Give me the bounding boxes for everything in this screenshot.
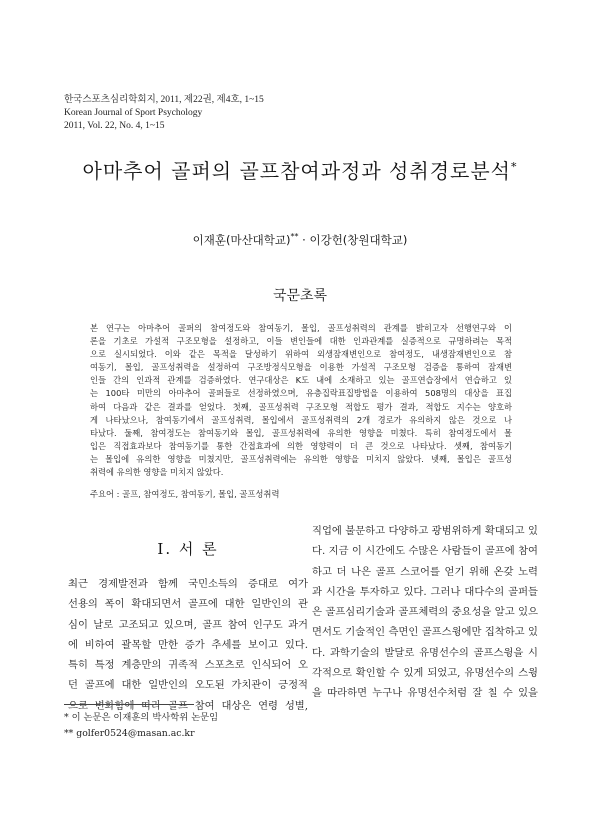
body-line: 을 따라하면 누구나 유명선수처럼 잘 칠 수 있을 [312, 687, 538, 700]
body-line: 최근 경제발전과 함께 국민소득의 증대로 여가 [68, 578, 308, 590]
author-separator: · [298, 233, 310, 247]
keywords: 주요어 : 골프, 참여정도, 참여동기, 몰입, 골프성취력 [90, 489, 280, 499]
abstract-line: 여동기, 몰입, 골프성취력을 설정하여 구조방정식모형을 이용한 가설적 구조모형 검증을 통하여 잠재변 [90, 362, 512, 373]
author-1-footnote-mark: ** [290, 232, 299, 242]
abstract-body [90, 322, 512, 479]
journal-name-english: Korean Journal of Sport Psychology [64, 108, 203, 118]
abstract-heading: 국문초록 [272, 288, 328, 304]
body-line: 선용의 폭이 확대되면서 골프에 대한 일반인의 관 [68, 598, 308, 611]
abstract-line: 인들 간의 인과적 관계를 검증하였다. 연구대상은 K도 내에 소재하고 있는 골프연습장에서 연습하고 있 [90, 375, 512, 386]
abstract-line: 입은 직접효과보다 참여동기를 통한 간접효과에 의한 영향력이 더 큰 것으로 나타났다. 셋째, 참여동기 [90, 440, 512, 451]
body-line: 다. 지금 이 시간에도 수많은 사람들이 골프에 참여 [312, 545, 538, 558]
abstract-line: 는 100타 미만의 아마추어 골퍼들로 선정하였으며, 유층집락표집방법을 이용하여 508명의 대상을 표집 [90, 388, 512, 399]
body-line: 과 시간을 투자하고 있다. 그러나 대다수의 골퍼들 [312, 585, 538, 598]
author-line [0, 232, 600, 248]
abstract-line: 본 연구는 아마추어 골퍼의 참여정도와 참여동기, 몰입, 골프성취력의 관계를 밝히고자 선행연구와 이 [90, 323, 512, 333]
title-footnote-mark: * [510, 160, 518, 174]
body-column-left [68, 574, 308, 716]
body-line: 면서도 기술적인 측면인 골프스윙에만 집착하고 있 [312, 626, 538, 639]
body-line: 은 골프심리기술과 골프체력의 중요성을 알고 있으 [312, 606, 538, 619]
paper-title [0, 155, 600, 184]
abstract-line: 타났다. 둘째, 참여정도는 참여동기와 몰입, 골프성취력에 유의한 영향을 미쳤다. 특히 참여정도에서 몰 [90, 427, 512, 438]
body-line: 던 골프에 대한 일반인의 오도된 가치관이 긍정적 [68, 679, 308, 692]
abstract-line: 으로 실시되었다. 이와 같은 목적을 달성하기 위하여 외생잠재변인으로 참여정도, 내생잠재변인으로 참 [90, 349, 512, 360]
body-line: 직업에 불문하고 다양하고 광범위하게 확대되고 있 [312, 525, 538, 537]
abstract-line: 하여 다음과 같은 결과를 얻었다. 첫째, 골프성취력 구조모형 적합도 평가 결과, 적합도 지수는 양호하 [90, 401, 512, 412]
journal-volume-issue: 2011, Vol. 22, No. 4, 1~15 [64, 121, 165, 131]
body-line: 특히 특정 계층만의 귀족적 스포츠로 인식되어 오 [68, 659, 308, 672]
abstract-line: 는 몰입에 유의한 영향을 미쳤지만, 골프성취력에는 유의한 영향을 미치지 않았다. 넷째, 몰입은 골프성 [90, 453, 512, 464]
body-line: 심이 날로 고조되고 있으며, 골프 참여 인구도 과거 [68, 618, 308, 631]
journal-citation [64, 94, 264, 133]
abstract-line: 취력에 유의한 영향을 미치지 않았다. [90, 467, 224, 478]
paper-title-text: 아마추어 골퍼의 골프참여과정과 성취경로분석 [82, 159, 511, 183]
footnote-email: ** golfer0524@masan.ac.kr [64, 728, 195, 739]
body-line: 에 비하여 괄목할 만한 증가 추세를 보이고 있다. [68, 638, 308, 651]
body-line: 으로 변화함에 따라 골프 참여 대상은 연령 성별, [68, 699, 308, 712]
footnotes [64, 710, 218, 742]
author-1: 이재훈(마산대학교) [192, 233, 291, 247]
body-line: 각적으로 확인할 수 있게 되었고, 유명선수의 스윙 [312, 667, 538, 680]
footnote-dissertation: * 이 논문은 이재훈의 박사학위 논문임 [64, 712, 219, 723]
body-line: 하고 더 나은 골프 스코어를 얻기 위해 온갖 노력 [312, 565, 538, 578]
abstract-line: 론을 기초로 가설적 구조모형을 설정하고, 이들 변인들에 대한 인과관계를 실증적으로 규명하려는 목적 [90, 336, 512, 347]
author-2: 이강헌(창원대학교) [309, 233, 408, 247]
body-line: 다. 과학기술의 발달로 유명선수의 골프스윙을 시 [312, 646, 538, 659]
footnote-divider [64, 704, 194, 705]
abstract-line: 게 나타났으나, 참여동기에서 골프성취력, 몰입에서 골프성취력의 2개 경로가 유의하지 않은 것으로 나 [90, 414, 512, 425]
journal-citation-korean: 한국스포츠심리학회지, 2011, 제22권, 제4호, 1~15 [64, 95, 264, 105]
body-column-right [312, 521, 538, 704]
section-heading-introduction: Ⅰ. 서 론 [157, 540, 219, 558]
